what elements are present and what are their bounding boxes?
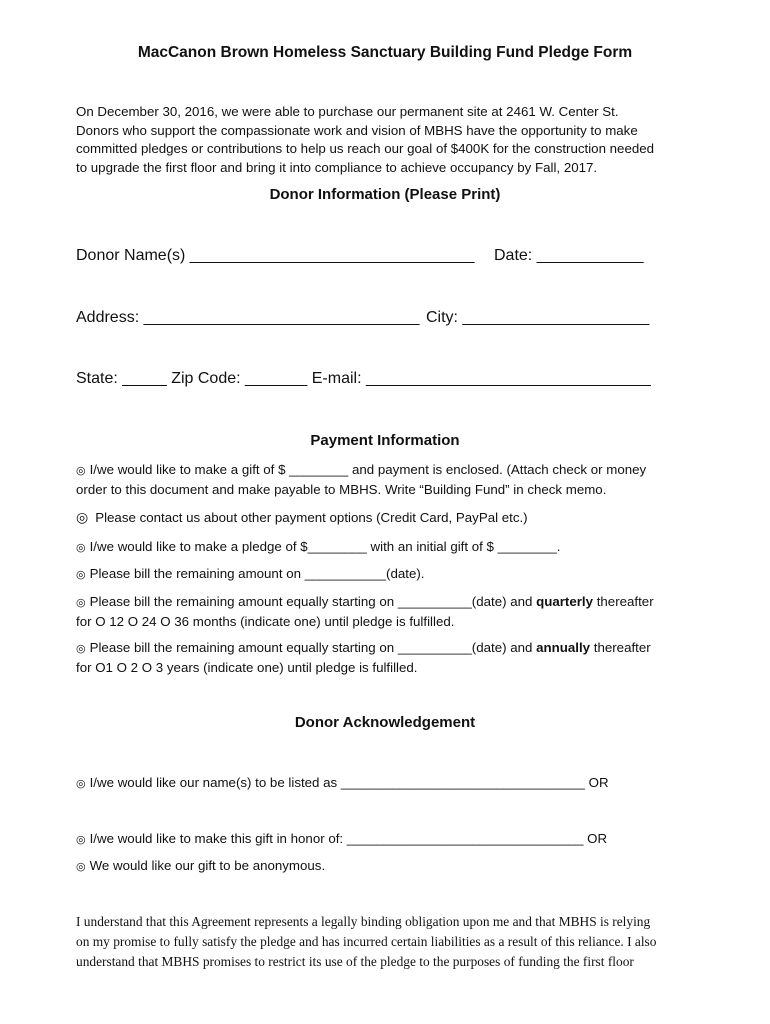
radio-bullet-icon[interactable]: ◎ [76,643,86,655]
intro-line: Donors who support the compassionate work and vision of MBHS have the opportunity to make [76,122,638,138]
radio-bullet-icon[interactable]: ◎ [76,834,86,846]
donor-info-heading: Donor Information (Please Print) [269,186,501,203]
option-text: We would like our gift to be anonymous. [89,858,326,873]
radio-bullet-icon[interactable]: ◎ [76,509,89,525]
date-field[interactable]: Date: ____________ [494,247,644,264]
address-field[interactable]: Address: _______________________________ [76,309,420,326]
quarterly-option[interactable] [76,593,654,631]
acknowledgement-heading: Donor Acknowledgement [294,714,476,731]
bill-date-option[interactable] [76,565,424,585]
option-text: I/we would like to make this gift in honor of: ________________________________ OR [89,831,608,846]
option-text: for O 12 O 24 O 36 months (indicate one) until pledge is fulfilled. [76,613,455,629]
annually-option[interactable] [76,639,651,677]
option-text: Please bill the remaining amount equally starting on __________(date) and [89,594,537,609]
option-text: thereafter [593,594,654,609]
option-text: Please bill the remaining amount on ___________(date). [89,566,425,581]
contact-options-option[interactable] [76,508,528,528]
option-text: I/we would like our name(s) to be listed as _________________________________ OR [89,775,609,790]
option-text: order to this document and make payable to MBHS. Write “Building Fund” in check memo. [76,481,607,497]
option-text: Please contact us about other payment options (Credit Card, PayPal etc.) [95,510,528,525]
option-text: thereafter [590,640,651,655]
radio-bullet-icon[interactable]: ◎ [76,861,86,873]
legal-line: understand that MBHS promises to restrict its use of the pledge to the purposes of funding the first floor [76,954,634,969]
annually-emphasis: annually [536,640,591,655]
gift-enclosed-option[interactable] [76,461,646,499]
radio-bullet-icon[interactable]: ◎ [76,569,86,581]
pledge-option[interactable] [76,538,561,558]
radio-bullet-icon[interactable]: ◎ [76,465,86,477]
radio-bullet-icon[interactable]: ◎ [76,778,86,790]
legal-agreement-text [76,912,706,972]
option-text: Please bill the remaining amount equally starting on __________(date) and [89,640,537,655]
legal-line: I understand that this Agreement represents a legally binding obligation upon me and that MBHS is relying [76,914,651,929]
legal-line: on my promise to fully satisfy the pledge and has incurred certain liabilities as a result of this reliance. I also [76,934,657,949]
state-zip-email-field[interactable]: State: _____ Zip Code: _______ E-mail: ________________________________ [76,370,651,387]
quarterly-emphasis: quarterly [536,594,594,609]
intro-line: committed pledges or contributions to help us reach our goal of $400K for the construction needed [76,141,655,156]
donor-name-field[interactable]: Donor Name(s) ________________________________ [76,247,475,264]
option-text: I/we would like to make a pledge of $________ with an initial gift of $ ________. [89,539,561,554]
option-text: for O1 O 2 O 3 years (indicate one) until pledge is fulfilled. [76,659,418,675]
listed-name-option[interactable] [76,774,609,794]
in-honor-option[interactable] [76,830,607,850]
intro-paragraph [76,103,706,177]
form-title: MacCanon Brown Homeless Sanctuary Building Fund Pledge Form [137,44,633,61]
radio-bullet-icon[interactable]: ◎ [76,597,86,609]
radio-bullet-icon[interactable]: ◎ [76,542,86,554]
intro-line: to upgrade the first floor and bring it into compliance to achieve occupancy by Fall, 2017. [76,159,598,175]
city-field[interactable]: City: _____________________ [426,309,650,326]
option-text: I/we would like to make a gift of $ ________ and payment is enclosed. (Attach check or money [89,462,647,477]
anonymous-option[interactable] [76,857,325,877]
payment-info-heading: Payment Information [310,432,460,449]
intro-line: On December 30, 2016, we were able to purchase our permanent site at 2461 W. Center St. [76,104,619,119]
